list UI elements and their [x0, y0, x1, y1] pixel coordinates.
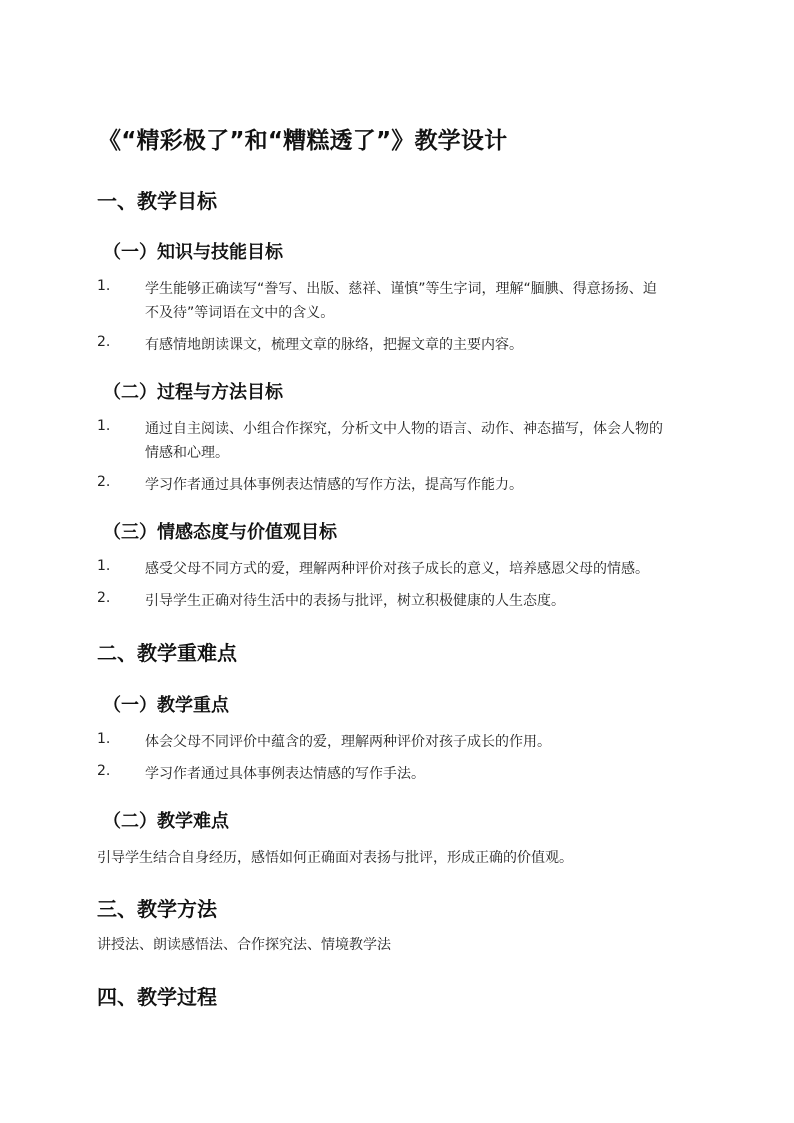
section-heading-objectives: 一、教学目标	[97, 189, 217, 213]
list-text-line: 学习作者通过具体事例表达情感的写作方法，提高写作能力。	[145, 477, 523, 493]
section-heading-teaching-process: 四、教学过程	[97, 985, 217, 1009]
list-text-line: 学习作者通过具体事例表达情感的写作手法。	[145, 766, 425, 782]
subsection-heading-key-points: （一）教学重点	[103, 695, 229, 716]
subsection-heading-process-methods: （二）过程与方法目标	[103, 382, 283, 403]
list-number: 1.	[97, 278, 111, 294]
paragraph-teaching-methods: 讲授法、朗读感悟法、合作探究法、情境教学法	[97, 937, 391, 953]
subsection-heading-difficult-points: （二）教学难点	[103, 811, 229, 832]
subsection-heading-knowledge-skills: （一）知识与技能目标	[103, 242, 283, 263]
list-number: 1.	[97, 731, 111, 747]
list-number: 2.	[97, 334, 111, 350]
list-text-line: 体会父母不同评价中蕴含的爱，理解两种评价对孩子成长的作用。	[145, 734, 551, 750]
document-title: 《“精彩极了”和“糟糕透了”》教学设计	[98, 128, 508, 154]
list-number: 2.	[97, 763, 111, 779]
list-number: 2.	[97, 474, 111, 490]
list-number: 2.	[97, 590, 111, 606]
list-text-line: 学生能够正确读写“誊写、出版、慈祥、谨慎”等生字词，理解“腼腆、得意扬扬、迫	[145, 281, 657, 297]
list-number: 1.	[97, 418, 111, 434]
list-text-line: 引导学生正确对待生活中的表扬与批评，树立积极健康的人生态度。	[145, 593, 565, 609]
section-heading-key-difficult-points: 二、教学重难点	[97, 641, 237, 665]
list-text-line: 通过自主阅读、小组合作探究，分析文中人物的语言、动作、神态描写，体会人物的	[145, 421, 663, 437]
paragraph-difficult-points: 引导学生结合自身经历，感悟如何正确面对表扬与批评，形成正确的价值观。	[97, 850, 573, 866]
section-heading-teaching-methods: 三、教学方法	[97, 897, 217, 921]
list-text-line: 不及待”等词语在文中的含义。	[145, 305, 335, 321]
subsection-heading-emotion-values: （三）情感态度与价值观目标	[103, 522, 337, 543]
list-text-line: 情感和心理。	[145, 445, 229, 461]
list-number: 1.	[97, 558, 111, 574]
list-text-line: 有感情地朗读课文，梳理文章的脉络，把握文章的主要内容。	[145, 337, 523, 353]
list-text-line: 感受父母不同方式的爱，理解两种评价对孩子成长的意义，培养感恩父母的情感。	[145, 561, 649, 577]
